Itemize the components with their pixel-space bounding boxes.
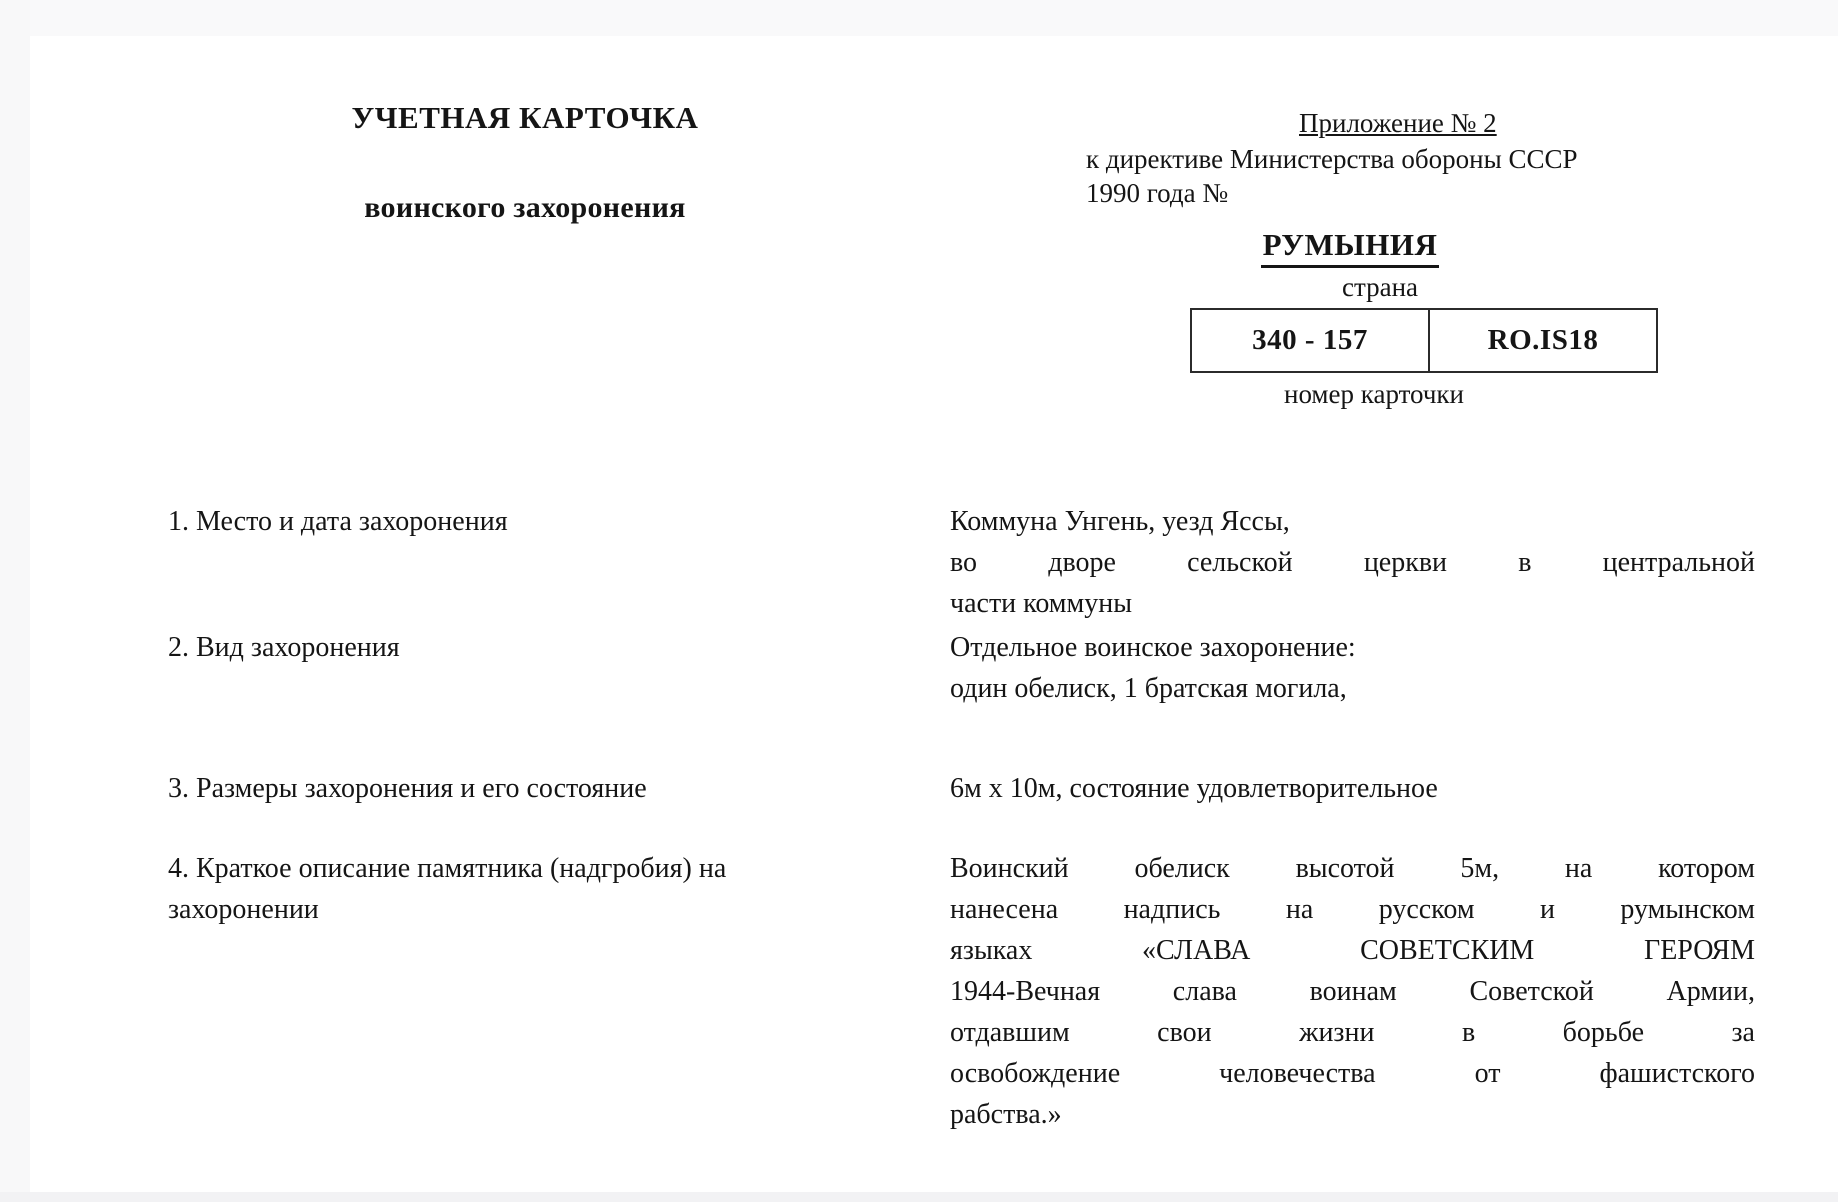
item-2-value <box>950 627 1755 709</box>
country-caption: страна <box>1341 272 1419 302</box>
annex-number: Приложение № 2 <box>1299 108 1497 138</box>
item-4-value-line: освобождение человечества от фашистского <box>950 1058 1755 1089</box>
annex-year: 1990 года № <box>1086 178 1229 208</box>
item-1-value <box>950 501 1755 624</box>
item-4-value-line: нанесена надпись на русском и румынском <box>950 894 1755 925</box>
item-2-label <box>168 627 940 668</box>
item-2-value-line: Отдельное воинское захоронение: <box>950 632 1356 663</box>
item-4-value-line: рабства.» <box>950 1099 1062 1130</box>
card-number-box <box>1190 308 1658 373</box>
item-4-value-line: Воинский обелиск высотой 5м, на котором <box>950 853 1755 884</box>
item-3-label-line: 3. Размеры захоронения и его состояние <box>168 773 647 804</box>
item-1-value-line: части коммуны <box>950 588 1133 619</box>
scan-margin-top <box>0 0 1838 36</box>
item-2-value-line: один обелиск, 1 братская могила, <box>950 673 1347 704</box>
item-1-value-line: во дворе сельской церкви в центральной <box>950 547 1755 578</box>
item-4-label <box>168 848 940 930</box>
item-1-label <box>168 501 940 542</box>
card-number-code: RO.IS18 <box>1487 324 1599 356</box>
card-number-caption: номер карточки <box>1284 379 1464 409</box>
item-1-label-line: 1. Место и дата захоронения <box>168 506 508 537</box>
item-1-value-line: Коммуна Унгень, уезд Яссы, <box>950 506 1290 537</box>
document-subtitle: воинского захоронения <box>364 191 686 224</box>
annex-directive: к директиве Министерства обороны СССР <box>1086 144 1578 174</box>
item-4-label-line: 4. Краткое описание памятника (надгробия) на <box>168 853 727 884</box>
country-name-text: РУМЫНИЯ <box>1261 226 1440 268</box>
item-4-value-line: языках «СЛАВА СОВЕТСКИМ ГЕРОЯМ <box>950 935 1755 966</box>
item-4-value-line: отдавшим свои жизни в борьбе за <box>950 1017 1755 1048</box>
item-4-label-line: захоронении <box>168 894 319 925</box>
card-number-primary: 340 - 157 <box>1192 310 1430 371</box>
item-3-label <box>168 768 940 809</box>
item-2-label-line: 2. Вид захоронения <box>168 632 400 663</box>
item-4-value <box>950 848 1755 1135</box>
item-3-value-line: 6м х 10м, состояние удовлетворительное <box>950 773 1438 804</box>
item-3-value <box>950 768 1755 809</box>
scan-margin-bottom <box>0 1192 1838 1202</box>
scan-margin-left <box>0 0 30 1202</box>
item-4-value-line: 1944-Вечная слава воинам Советской Армии, <box>950 976 1755 1007</box>
document-title: УЧЕТНАЯ КАРТОЧКА <box>351 100 699 135</box>
country-name <box>1160 226 1540 268</box>
